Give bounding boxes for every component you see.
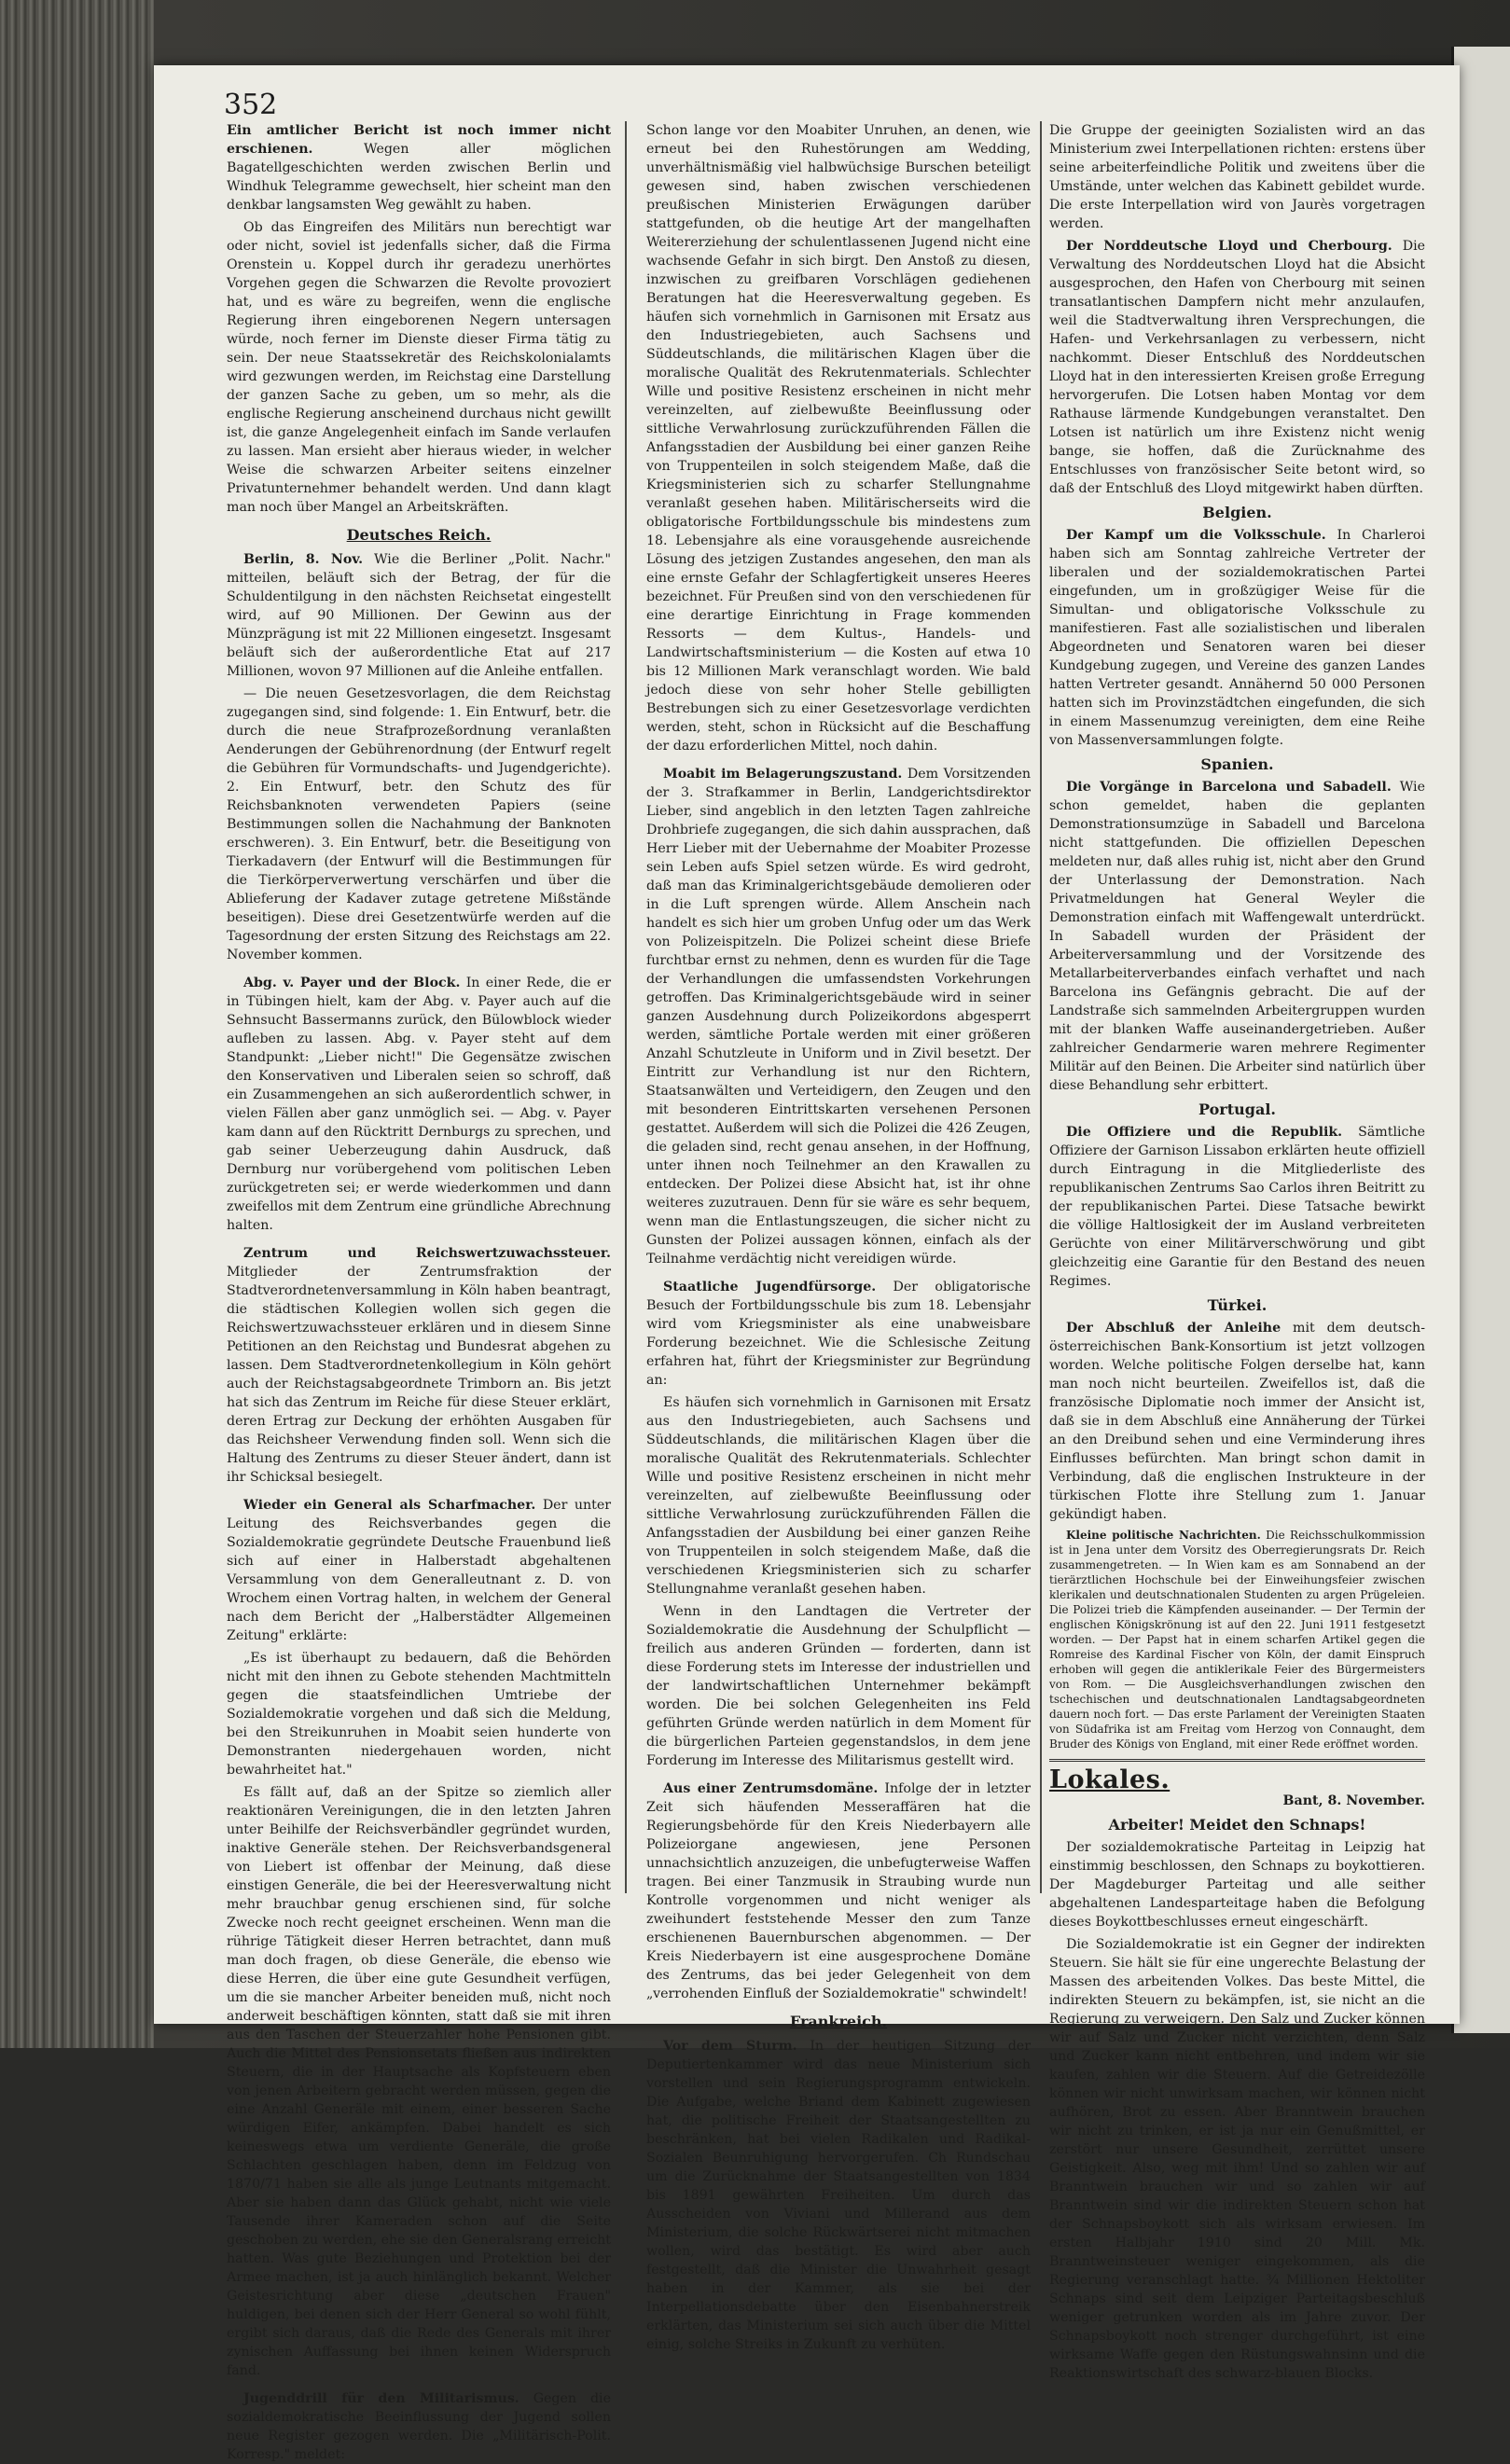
article-kicker: Vor dem Sturm. — [663, 2039, 797, 2054]
article-paragraph — [1049, 526, 1425, 750]
article-text: Sämtliche Offiziere der Garnison Lissabon erklärten heute offiziell durch Eintragung in die Mitgliederliste des republikanischen Zentrums Sao Carlos ihren Beitritt zu der republikanischen Partei. Diese Tatsache bewirkt die völlige Haltlosigkeit der im Ausland verbreiteten Gerüchte von einer Militärverschwörung und gibt gleichzeitig eine Garantie für den Bestand des neuen Regimes. — [1049, 1125, 1425, 1289]
article-headline: Arbeiter! Meidet den Schnaps! — [1108, 1816, 1366, 1834]
article-text: Dem Vorsitzenden der 3. Strafkammer in Berlin, Landgerichtsdirektor Lieber, sind angeblich in den letzten Tagen zahlreiche Drohbriefe zugegangen, die sich dahin aussprachen, daß Herr Lieber mit der Uebernahme der Moabiter Prozesse sein Leben aufs Spiel setzen würde. Es wird gedroht, daß man das Kriminalgerichtsgebäude demolieren oder in die Luft sprengen würde. Allem Anschein nach handelt es sich hier um groben Unfug oder um das Werk von Polizeispitzeln. Die Polizei scheint diese Briefe furchtbar ernst zu nehmen, denn es wurden für die Tage der Verhandlungen die umfassendsten Vorkehrungen getroffen. Das Kriminalgerichtsgebäude wird in seiner ganzen Ausdehnung durch Polizeikordons abgesperrt werden, sämtliche Portale werden mit einer größeren Anzahl Schutzleute in Uniform und in Zivil besetzt. Der Eintritt zur Verhandlung ist nur den Richtern, Staatsanwälten und Verteidigern, den Zeugen und den mit besonderen Eintrittskarten versehenen Personen gestattet. Außerdem will sich die Polizei die 426 Zeugen, die geladen sind, recht genau ansehen, in der Hoffnung, unter ihnen noch Teilnehmer an den Krawallen zu entdecken. Der Polizei diese Absicht hat, ist ihr ohne weiteres zuzutrauen. Denn für sie wäre es sehr bequem, wenn man die Entlastungszeugen, die sicher nicht zu Gunsten der Polizei aussagen können, einfach als der Teilnahme verdächtig nicht vereidigen würde. — [646, 767, 1031, 1267]
article-paragraph — [646, 765, 1031, 1268]
article-kicker: Der Abschluß der Anleihe — [1066, 1321, 1281, 1336]
article-paragraph: Wenn in den Landtagen die Vertreter der Sozialdemokratie die Ausdehnung der Schulpflicht — freilich aus anderen Gründen — forderten, dann ist diese Forderung stets im Interesse der industriellen und der landwirtschaftlichen Unternehmer bekämpft worden. Die bei solchen Gelegenheiten ins Feld geführten Gründe werden natürlich in dem Moment für die bürgerlichen Parteien gegenstandslos, in dem jene Forderung im Interesse des Militarismus gestellt wird. — [646, 1604, 1031, 1768]
article-text: Gegen die sozialdemokratische Beeinflussung der Jugend sollen neue Register gezogen werden. Die „Militärisch-Polit. Korresp." meldet: — [227, 2391, 611, 2462]
article-kicker: Der Kampf um die Volksschule. — [1066, 528, 1326, 543]
article-paragraph: Ob das Eingreifen des Militärs nun berechtigt war oder nicht, soviel ist jedenfalls sicher, daß die Firma Orenstein u. Koppel durch ihr geradezu unerhörtes Vorgehen gegen die Schwarzen die Revolte provoziert hat, und es wäre zu begreifen, wenn die englische Regierung ihren eingeborenen Negern untersagen würde, noch ferner im Dienste dieser Firma tätig zu sein. Der neue Staatssekretär des Reichskolonialamts wird gezwungen werden, im Reichstag eine Darstellung der ganzen Sache zu geben, um so mehr, als die englische Regierung anscheinend durchaus nicht gewillt ist, die ganze Angelegenheit einfach im Sande verlaufen zu lassen. Man ersieht aber hieraus wieder, in welcher Weise die schwarzen Arbeiter seitens einzelner Privatunternehmer behandelt werden. Und dann klagt man noch über Mangel an Arbeitskräften. — [227, 220, 611, 515]
article-paragraph: „Es ist überhaupt zu bedauern, daß die Behörden nicht mit den ihnen zu Gebote stehenden Machtmitteln gegen die staatsfeindlichen Umtriebe der Sozialdemokratie vorgehen und daß sich die Meldung, bei den Streikunruhen in Moabit seien hunderte von Demonstranten niedergehauen worden, nicht bewahrheitet hat." — [227, 1651, 611, 1778]
article-paragraph: Die Gruppe der geeinigten Sozialisten wird an das Ministerium zwei Interpellationen richten: erstens über seine arbeiterfeindliche Politik und zweitens über die Umstände, unter welchen das Kabinett gebildet wurde. Die erste Interpellation wird von Jaurès vorgetragen werden. — [1049, 123, 1425, 231]
book-binding — [0, 0, 154, 2048]
article-kicker: Staatliche Jugendfürsorge. — [663, 1280, 877, 1294]
article-kicker: Zentrum und Reichswertzuwachssteuer. — [243, 1246, 611, 1261]
page-number: 352 — [224, 89, 278, 121]
article-text: mit dem deutsch-österreichischen Bank-Konsortium ist jetzt vollzogen worden. Welche politische Folgen derselbe hat, kann man noch nicht beurteilen. Zweifellos ist, daß die französische Diplomatie noch immer der Ansicht ist, daß sie in dem Abschluß eine Annäherung der Türkei an den Dreibund sehen und eine Verminderung ihres Einflusses befürchten. Man bringt schon damit in Verbindung, daß die englischen Instrukteure in der türkischen Flotte ihre Stellung zum 1. Januar gekündigt haben. — [1049, 1321, 1425, 1522]
article-kicker: Ein amtlicher Bericht ist noch immer nicht erschienen. — [227, 123, 611, 157]
article-text: In einer Rede, die er in Tübingen hielt, kam der Abg. v. Payer auch auf die Sehnsucht Bassermanns zurück, den Bülowblock wieder aufleben zu lassen. Abg. v. Payer steht auf dem Standpunkt: „Lieber nicht!" Die Gegensätze zwischen den Konservativen und Liberalen seien so schroff, daß ein Zusammengehen an sich außerordentlich schwer, in vielen Fällen aber ganz unmöglich sei. — Abg. v. Payer kam dann auf den Rücktritt Dernburgs zu sprechen, und gab seiner Ueberzeugung dahin Ausdruck, daß Dernburg nur vorübergehend vom politischen Leben zurückgetreten sei; er werde wiederkommen und dann zweifellos mit dem Zentrum eine gründliche Abrechnung halten. — [227, 976, 611, 1233]
article-text: Wie die Berliner „Polit. Nachr." mitteilen, beläuft sich der Betrag, der für die Schuldentilgung in den nächsten Reichsetat eingestellt wird, auf 90 Millionen. Der Gewinn aus der Münzprägung ist mit 22 Millionen eingesetzt. Insgesamt beläuft sich der außerordentliche Etat auf 217 Millionen, wovon 97 Millionen auf die Anleihe entfallen. — [227, 552, 611, 679]
article-paragraph: Schon lange vor den Moabiter Unruhen, an denen, wie erneut bei den Ruhestörungen am Wedding, unverhältnismäßig viel halbwüchsige Burschen beteiligt gewesen sind, haben zwischen verschiedenen preußischen Ministerien Erwägungen darüber stattgefunden, ob die heutige Art der mangelhaften Weitererziehung der schulentlassenen Jugend nicht eine wachsende Gefahr in sich birgt. Den Anstoß zu diesen, inzwischen zu greifbaren Vorschlägen gediehenen Beratungen hat die Heeresverwaltung gegeben. Es häufen sich vornehmlich in Garnisonen mit Ersatz aus den Industriegebieten, auch Sachsens und Süddeutschlands, die militärischen Klagen über die moralische Qualität des Rekrutenmaterials. Schlechter Wille und positive Resistenz erscheinen in nicht mehr vereinzelten, auf zielbewußte Beeinflussung oder sittliche Verwahrlosung zurückzuführenden Fällen die Anfangsstadien der Ausbildung bei einer ganzen Reihe von Truppenteilen in solch steigendem Maße, daß die Kriegsministerien sich zu scharfer Stellungnahme veranlaßt gesehen haben. Militärischerseits wird die obligatorische Fortbildungsschule bis mindestens zum 18. Lebensjahre als eine vorausgehende ausreichende Lösung des jetzigen Zustandes angesehen, den man als eine ernste Gefahr der Schlagfertigkeit unseres Heeres bezeichnet. Für Preußen sind von den verschiedenen für eine derartige Einrichtung in Frage kommenden Ressorts — dem Kultus-, Handels- und Landwirtschaftsministerium — die Kosten auf etwa 10 bis 12 Millionen Mark veranschlagt worden. Wie bald jedoch diese von sehr hoher Stelle gebilligten Bestrebungen sich zu einer Gesetzesvorlage verdichten werden, steht, schon in Rücksicht auf die Beschaffung der dazu erforderlichen Mittel, noch dahin. — [646, 123, 1031, 754]
article-kicker: Moabit im Belagerungszustand. — [663, 767, 903, 782]
article-kicker: Die Vorgänge in Barcelona und Sabadell. — [1066, 780, 1392, 795]
article-text: Wie schon gemeldet, haben die geplanten Demonstrationsumzüge in Sabadell und Barcelona nicht stattgefunden. Die offiziellen Depeschen meldeten nur, daß alles ruhig ist, nicht aber den Grund der Unterlassung der Demonstration. Nach Privatmeldungen hat General Weyler die Demonstration einfach mit Waffengewalt unterdrückt. In Sabadell wurden der Präsident der Arbeiterversammlung und der Vorsitzende des Metallarbeiterverbandes einfach verhaftet und nach Barcelona ins Gefängnis gebracht. Die auf der Landstraße sich sammelnden Arbeitergruppen wurden mit der blanken Waffe auseinandergetrieben. Außer zahlreicher Gendarmerie waren mehrere Regimenter Militär auf den Beinen. Die Arbeiter sind natürlich über diese Behandlung sehr erbittert. — [1049, 780, 1425, 1093]
article-paragraph — [227, 1244, 611, 1487]
article-kicker: Der Norddeutsche Lloyd und Cherbourg. — [1066, 239, 1392, 254]
article-text: Der unter Leitung des Reichsverbandes gegen die Sozialdemokratie gegründete Deutsche Frauenbund ließ sich auf einer in Halberstadt abgehaltenen Versammlung von dem Generalleutnant z. D. von Wrochem einen Vortrag halten, in welchem der General nach dem Bericht der „Halberstädter Allgemeinen Zeitung" erklärte: — [227, 1498, 612, 1643]
section-heading-portugal: Portugal. — [1198, 1100, 1276, 1118]
article-paragraph: Es fällt auf, daß an der Spitze so ziemlich aller reaktionären Vereinigungen, die in den letzten Jahren unter Beihilfe der Reichsverbändler gegründet wurden, inaktive Generäle stehen. Der Reichsverbandsgeneral von Liebert ist offenbar der Meinung, daß diese einstigen Generäle, die bei der Heeresverwaltung nicht mehr brauchbar genug erschienen sind, für solche Zwecke noch recht geeignet erscheinen. Wenn man die rührige Tätigkeit dieser Herren betrachtet, dann muß man doch fragen, ob diese Generäle, die ebenso wie diese Herren, die über eine gute Gesundheit verfügen, um die sie mancher Arbeiter beneiden muß, nicht noch anderweit beschäftigen könnten, statt daß sie mit ihren aus den Taschen der Steuerzahler hohe Pensionen gibt. Auch die Mittel des Pensionsetats fließen aus indirekten Steuern, die in der Hauptsache als Kopfsteuern eben von jenen Arbeitern gebracht werden müssen, gegen die eine Anzahl Generäle mit einem, einer besseren Sache würdigen Eifer, ankämpfen. Dabei handelt es sich keineswegs etwa um verdiente Generäle, die große Schlachten geschlagen haben, denn im Feldzug von 1870/71 haben sie alle als junge Leutnants mitgemacht. Aber sie haben dann das Glück gehabt, nicht wie viele Tausende ihrer Kameraden schon auf die Seite geschoben zu werden, ehe sie den Generalsrang erreicht hatten. Was gute Beziehungen und Protektion bei der Armee machen, ist ja auch hinlänglich bekannt. Welcher Geistesrichtung aber diese „deutschen Frauen" huldigen, bei denen sich der Herr General so wohl fühlt, ergibt sich daraus, daß die Rede des Generals mit ihrer zynischen Auffassung bei ihnen keinen Widerspruch fand. — [227, 1785, 611, 2378]
article-paragraph — [646, 1278, 1031, 1390]
article-paragraph — [227, 974, 611, 1235]
column-3 — [1029, 121, 1426, 2381]
article-kicker: Aus einer Zentrumsdomäne. — [663, 1781, 879, 1796]
article-kicker: Berlin, 8. Nov. — [243, 552, 364, 567]
article-paragraph — [646, 2037, 1031, 2354]
section-heading-lokales: Lokales. — [1049, 1765, 1171, 1794]
section-heading-frankreich: Frankreich. — [789, 2013, 888, 2030]
section-heading-belgien: Belgien. — [1202, 504, 1272, 521]
article-kicker: Abg. v. Payer und der Block. — [243, 976, 461, 990]
article-paragraph — [1049, 778, 1425, 1095]
article-kicker: Die Offiziere und die Republik. — [1066, 1125, 1343, 1140]
article-paragraph — [227, 121, 611, 215]
article-paragraph — [227, 550, 611, 681]
article-paragraph — [1049, 1528, 1425, 1751]
article-paragraph: Die Sozialdemokratie ist ein Gegner der indirekten Steuern. Sie hält sie für eine ungerechte Belastung der Massen des arbeitenden Volkes. Das beste Mittel, die indirekten Steuern zu bekämpfen, ist, sie nicht an die Regierung zu verweigern. Den Salz und Zucker können wir auf Salz und Zucker nicht verzichten, denn Salz und Zucker kann nicht entbehren, und indem wir sie kaufen, zahlen wir die Steuern. Auf die Getreidezölle können wir nicht unwirksam machen, wir können nicht aufhören, Brot zu essen. Aber Branntwein brauchen wir nicht zu trinken, er ist ja nur ein Genußmittel, er zerstört nur unsere Gesundheit, zerrüttet unsere Geistigkeit. Also, weg mit ihm! Und so zahlen wir auf Branntwein brauchen wir und so zahlen wir auf Branntwein sind wir die indirekten Steuern schon hat der Schnapsboykott sich als wirksam erwiesen. Im ersten Halbjahr 1910 sind 20 Mill. Mk. Branntweinsteuer weniger eingekommen, als die Regierung veranschlagt hatte. ¾ Millionen Hektoliter Schnaps sind seit dem Leipziger Parteitagsbeschluß weniger getrunken worden als im Jahre zuvor. Der Schnapsboykott noch strenger durchgeführt, ist eine wirksame Waffe gegen den Rüstungswahnsinn und die Reaktionswirtschaft des schwarz-blauen Blocks. — [1049, 1937, 1425, 2381]
adjacent-page-edge — [1451, 47, 1510, 2033]
article-paragraph — [227, 2389, 611, 2464]
article-kicker: Kleine politische Nachrichten. — [1066, 1529, 1261, 1542]
article-text: Der obligatorische Besuch der Fortbildungsschule bis zum 18. Lebensjahr wird vom Kriegsminister als eine unabweisbare Forderung bezeichnet. Wie die Schlesische Zeitung erfahren hat, führt der Kriegsminister zur Begründung an: — [646, 1280, 1031, 1388]
article-paragraph: — Die neuen Gesetzesvorlagen, die dem Reichstag zugegangen sind, sind folgende: 1. Ein Entwurf, betr. die durch die neue Strafprozeßordnung veranlaßten Aenderungen der Gebührenordnung (der Entwurf regelt die Gebühren für Vormundschafts- und Jugendgerichte). 2. Ein Entwurf, betr. den Schutz des für Reichsbanknoten verwendeten Papiers (seine Bestimmungen sollen die Nachahmung der Banknoten erschweren). 3. Ein Entwurf, betr. die Beseitigung von Tierkadavern (der Entwurf will die Bestimmungen für die Tierkörperverwertung verschärfen und über die Ablieferung der Kadaver zutage getretene Mißstände beseitigen). Diese drei Gesetzentwürfe werden auf die Tagesordnung der ersten Sitzung des Reichstags am 22. November kommen. — [227, 686, 611, 962]
column-1 — [227, 121, 612, 2462]
article-paragraph: Der sozialdemokratische Parteitag in Leipzig hat einstimmig beschlossen, den Schnaps zu boykottieren. Der Magdeburger Parteitag und alle seither abgehaltenen Landesparteitage haben die Befolgung dieses Boykottbeschlusses erneut eingeschärft. — [1049, 1840, 1425, 1930]
article-text: Mitglieder der Zentrumsfraktion der Stadtverordnetenversammlung in Köln haben beantragt, die städtischen Kollegien wollen sich gegen die Reichswertzuwachssteuer erklären und in diesem Sinne Petitionen an den Reichstag und Bundesrat abgehen zu lassen. Dem Stadtverordnetenkollegium in Köln gehört auch der Reichstagsabgeordnete Trimborn an. Bis jetzt hat sich das Zentrum im Reiche für diese Steuer erklärt, deren Ertrag zur Deckung der erhöhten Ausgaben für das Reichsheer Verwendung finden soll. Wenn sich die Haltung des Zentrums zu dieser Steuer ändert, dann ist ihr Schicksal besiegelt. — [227, 1265, 611, 1485]
article-text: In Charleroi haben sich am Sonntag zahlreiche Vertreter der liberalen und der sozialdemokratischen Partei eingefunden, um in großzügiger Weise für die Simultan- und obligatorische Volksschule zu manifestieren. Fast alle sozialistischen und liberalen Abgeordneten und Senatoren waren bei dieser Kundgebung zugegen, und Vereine des ganzen Landes hatten Vertreter gesandt. Annähernd 50 000 Personen hatten sich im Provinzstädtchen eingefunden, die sich in einem Massenumzug vereinigten, dem eine Reihe von Massenversammlungen folgte. — [1049, 528, 1425, 748]
article-text: In der heutigen Sitzung der Deputiertenkammer wird das neue Ministerium sich vorstellen und sein Regierungsprogramm entwickeln. Die Aufgabe, welche Briand dem Kabinett zugewiesen hat, die politische Freiheit der Staatsangestellten zu beschränken, hat bei vielen Radikalen und Radikal-Sozialen Beunruhigung hervorgerufen. Ch Rundschau um die Zurücknahme der Staatsangestellten von 1834 bis 1891 gewährten Freiheiten. Um durch das Ausscheiden von Viviani und Millerand aus dem Ministerium, die solche Rückwärtserei nicht mitmachen wollen, wird das bestätigt. Es wird aber auch festgestellt, daß die Minister die Unwahrheit gesagt haben in der Kammer, als sie bei der Interpellationsdebatte über den Eisenbahnerstreik erklärten, das Ministerium sei sich auch über die Mittel einig, solche Streiks in Zukunft zu verhüten. — [646, 2039, 1031, 2352]
section-divider — [1049, 1759, 1425, 1762]
article-paragraph — [1049, 237, 1425, 498]
column-2 — [646, 121, 1031, 2352]
article-text: Infolge der in letzter Zeit sich häufenden Messeraffären hat die Regierungsbehörde für den Kreis Niederbayern alle Polizeiorgane angewiesen, jene Personen unnachsichtlich anzuzeigen, die unbefugterweise Waffen tragen. Bei einer Tanzmusik in Straubing wurde nun Kontrolle vorgenommen und nicht weniger als zweihundert feststehende Messer den zum Tanze erschienenen Bauernburschen abgenommen. — Der Kreis Niederbayern ist eine ausgesprochene Domäne des Zentrums, das bei jeder Gelegenheit von dem „verrohenden Einfluß der Sozialdemokratie" schwindelt! — [646, 1781, 1031, 2001]
article-text: Die Reichsschulkommission ist in Jena unter dem Vorsitz des Oberregierungsrats Dr. Reich zusammengetreten. — In Wien kam es am Sonnabend an der tierärztlichen Hochschule bei der Einweihungsfeier zwischen klerikalen und deutschnationalen Studenten zu argen Prügeleien. Die Polizei trieb die Kämpfenden auseinander. — Der Termin der englischen Königskrönung ist auf den 22. Juni 1911 festgesetzt worden. — Der Papst hat in einem scharfen Artikel gegen die Romreise des Kardinal Fischer von Köln, der damit Einspruch erhoben will gegen die antiklerikale Feier des Bürgermeisters von Rom. — Die Ausgleichsverhandlungen zwischen den tschechischen und deutschnationalen Landtagsabgeordneten dauern noch fort. — Das erste Parlament der Vereinigten Staaten von Südafrika ist am Freitag vom Herzog von Connaught, dem Bruder des Königs von England, mit einer Rede eröffnet worden. — [1049, 1529, 1425, 1751]
article-text: Die Verwaltung des Norddeutschen Lloyd hat die Absicht ausgesprochen, den Hafen von Cherbourg mit seinen transatlantischen Dampfern nicht mehr anzulaufen, weil die Stadtverwaltung ihren Versprechungen, die Hafen- und Verkehrsanlagen zu verbessern, nicht nachkommt. Dieser Entschluß des Norddeutschen Lloyd hat in den interessierten Kreisen große Erregung hervorgerufen. Die Lotsen haben Montag vor dem Rathause lärmende Kundgebungen veranstaltet. Den Lotsen ist natürlich um ihre Existenz nicht wenig bange, sie hoffen, daß die Zurücknahme des Entschlusses von französischer Seite betont wird, so daß der Entschluß des Lloyd mitgewirkt haben dürften. — [1049, 239, 1426, 496]
article-paragraph — [1049, 1123, 1425, 1291]
article-paragraph — [646, 1779, 1031, 2003]
article-kicker: Wieder ein General als Scharfmacher. — [243, 1498, 536, 1513]
dateline: Bant, 8. November. — [1282, 1793, 1425, 1808]
section-heading-spanien: Spanien. — [1200, 755, 1274, 773]
article-paragraph — [1049, 1319, 1425, 1524]
section-heading-tuerkei: Türkei. — [1207, 1296, 1268, 1314]
article-paragraph — [227, 1496, 611, 1645]
column-rule — [625, 121, 627, 1893]
article-kicker: Jugenddrill für den Militarismus. — [243, 2391, 519, 2406]
article-text: Wegen aller möglichen Bagatellgeschichten werden zwischen Berlin und Windhuk Telegramme gewechselt, hier scheint man den denkbar langsamsten Weg gewählt zu haben. — [227, 142, 612, 213]
article-paragraph: Es häufen sich vornehmlich in Garnisonen mit Ersatz aus den Industriegebieten, auch Sachsens und Süddeutschlands, die militärischen Klagen über die moralische Qualität des Rekrutenmaterials. Schlechter Wille und positive Resistenz erscheinen in nicht mehr vereinzelten, auf zielbewußte Beeinflussung oder sittliche Verwahrlosung zurückzuführenden Fällen die Anfangsstadien der Ausbildung bei einer ganzen Reihe von Truppenteilen in solch steigendem Maße, daß die verschiedenen Kriegsministerien sich zu scharfer Stellungnahme veranlaßt gesehen haben. — [646, 1395, 1031, 1597]
section-heading-deutsches-reich: Deutsches Reich. — [346, 526, 492, 544]
